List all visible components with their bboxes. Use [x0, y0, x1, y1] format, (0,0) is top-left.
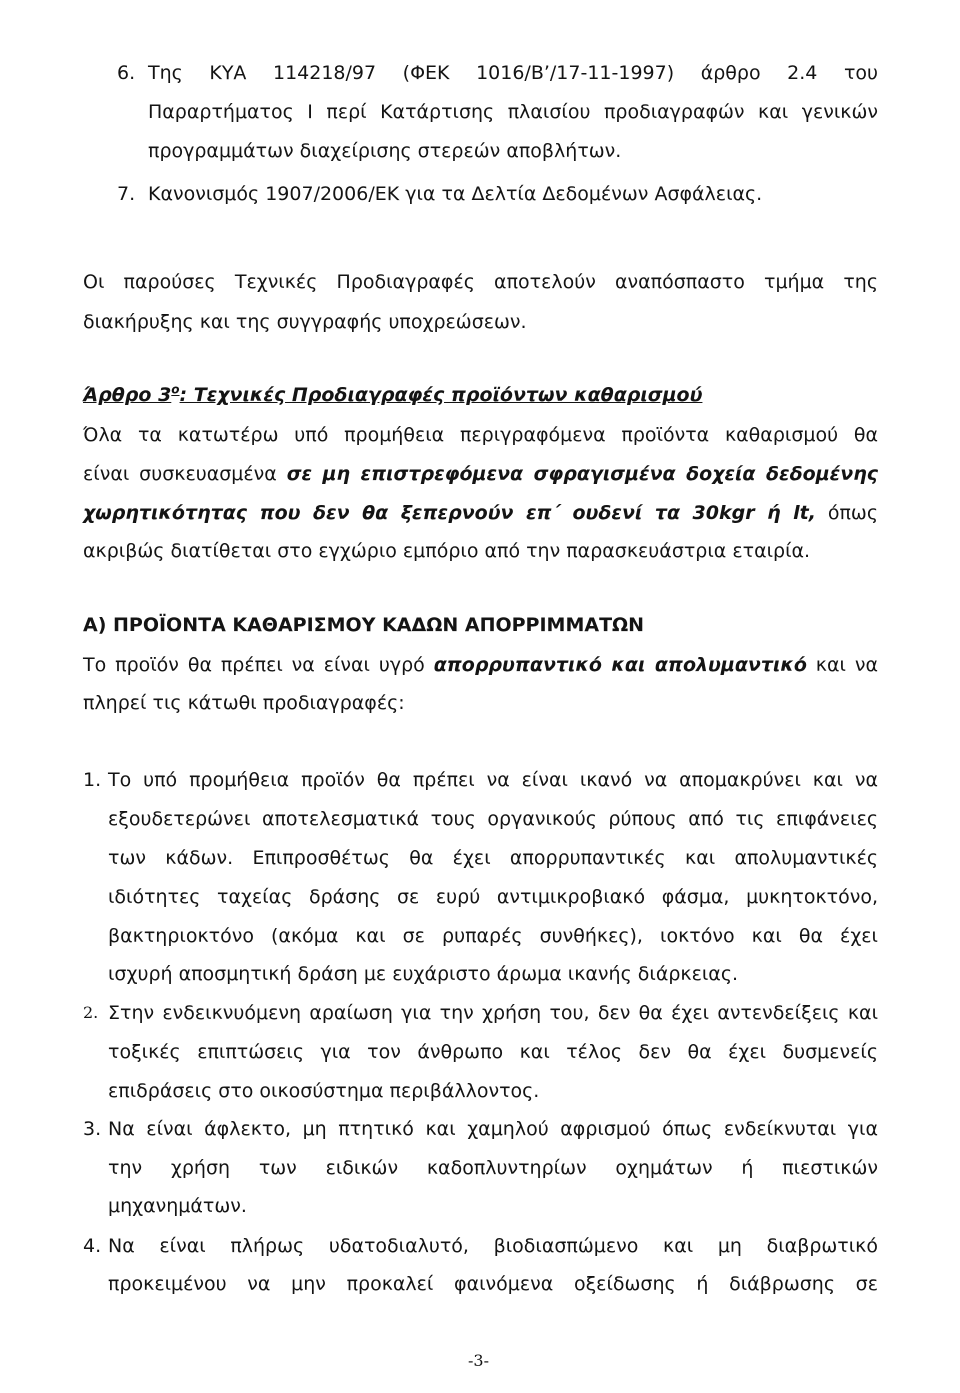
item-number-1: 1. — [83, 769, 102, 791]
item-number-3: 3. — [83, 1118, 102, 1140]
intro-line-2: διακήρυξης και της συγγραφής υποχρεώσεων. — [83, 311, 527, 333]
item-2-line-1: Στην ενδεικνυόμενη αραίωση για την χρήση του, δεν θα έχει αντενδείξεις και — [108, 1002, 878, 1024]
article-title — [83, 382, 702, 408]
article-line-3-plain: όπως — [815, 502, 878, 524]
item-1-line-5: βακτηριοκτόνο (ακόμα και σε ρυπαρές συνθήκες), ιοκτόνο και θα έχει — [108, 925, 878, 947]
section-a-line-2: πληρεί τις κάτωθι προδιαγραφές: — [83, 692, 405, 714]
item-2-line-2: τοξικές επιπτώσεις για τον άνθρωπο και τέλος δεν θα έχει δυσμενείς — [108, 1041, 878, 1063]
item-3-line-2: την χρήση των ειδικών καδοπλυντηρίων οχημάτων ή πιεστικών — [108, 1157, 878, 1179]
item-1-line-6: ισχυρή αποσμητική δράση με ευχάριστο άρωμα ικανής διάρκειας. — [108, 963, 739, 985]
article-title-prefix: Άρθρο 3 — [83, 384, 172, 406]
ref-6-line-3: προγραμμάτων διαχείρισης στερεών αποβλήτων. — [148, 140, 622, 162]
page-number: -3- — [468, 1351, 489, 1370]
item-3-line-1: Να είναι άφλεκτο, μη πτητικό και χαμηλού αφρισμού όπως ενδείκνυται για — [108, 1118, 878, 1140]
intro-line-1: Οι παρούσες Τεχνικές Προδιαγραφές αποτελούν αναπόσπαστο τμήμα της — [83, 271, 878, 293]
article-paragraph-line-1: Όλα τα κατωτέρω υπό προμήθεια περιγραφόμενα προϊόντα καθαρισμού θα — [83, 424, 878, 446]
article-paragraph-line-4: ακριβώς διατίθεται στο εγχώριο εμπόριο από την παρασκευάστρια εταιρία. — [83, 540, 811, 562]
section-a-line-1-plain: Το προϊόν θα πρέπει να είναι υγρό — [83, 654, 434, 676]
item-1-line-4: ιδιότητες ταχείας δράσης σε ευρύ αντιμικροβιακό φάσμα, μυκητοκτόνο, — [108, 886, 878, 908]
item-number-2: 2. — [83, 1003, 99, 1022]
section-a-heading: Α) ΠΡΟΪΟΝΤΑ ΚΑΘΑΡΙΣΜΟΥ ΚΑΔΩΝ ΑΠΟΡΡΙΜΜΑΤΩΝ — [83, 614, 645, 636]
article-line-2-bold: σε μη επιστρεφόμενα σφραγισμένα δοχεία δεδομένης — [286, 463, 878, 485]
section-a-line-1 — [83, 652, 878, 678]
item-1-line-1: Το υπό προμήθεια προϊόν θα πρέπει να είναι ικανό να απομακρύνει και να — [108, 769, 878, 791]
ref-6-line-2: Παραρτήματος Ι περί Κατάρτισης πλαισίου προδιαγραφών και γενικών — [148, 101, 878, 123]
item-1-line-2: εξουδετερώνει αποτελεσματικά τους οργανικούς ρύπους από τις επιφάνειες — [108, 808, 878, 830]
ref-7-line-1: Κανονισμός 1907/2006/ΕΚ για τα Δελτία Δεδομένων Ασφάλειας. — [148, 183, 763, 205]
item-3-line-3: μηχανημάτων. — [108, 1195, 247, 1217]
item-number-4: 4. — [83, 1235, 102, 1257]
article-paragraph-line-2 — [83, 461, 878, 487]
article-title-rest: : Τεχνικές Προδιαγραφές προϊόντων καθαρισμού — [179, 384, 703, 406]
item-4-line-2: προκειμένου να μην προκαλεί φαινόμενα οξείδωσης ή διάβρωσης σε — [108, 1273, 878, 1295]
section-a-line-1-end: και να — [806, 654, 878, 676]
item-4-line-1: Να είναι πλήρως υδατοδιαλυτό, βιοδιασπώμενο και μη διαβρωτικό — [108, 1235, 878, 1257]
item-1-line-3: των κάδων. Επιπροσθέτως θα έχει απορρυπαντικές και απολυμαντικές — [108, 847, 878, 869]
section-a-line-1-bold: απορρυπαντικό και απολυμαντικό — [433, 654, 807, 676]
ref-number-7: 7. — [117, 183, 136, 205]
item-2-line-3: επιδράσεις στο οικοσύστημα περιβάλλοντος. — [108, 1080, 540, 1102]
ref-number-6: 6. — [117, 62, 136, 84]
article-paragraph-line-3 — [83, 500, 878, 526]
ref-6-line-1: Της ΚΥΑ 114218/97 (ΦΕΚ 1016/Β’/17-11-1997) άρθρο 2.4 του — [148, 62, 878, 84]
article-title-sup: ο — [171, 382, 180, 397]
article-line-2-plain: είναι συσκευασμένα — [83, 463, 287, 485]
article-line-3-bold: χωρητικότητας που δεν θα ξεπερνούν επ΄ ουδενί τα 30kgr ή lt, — [83, 502, 816, 524]
